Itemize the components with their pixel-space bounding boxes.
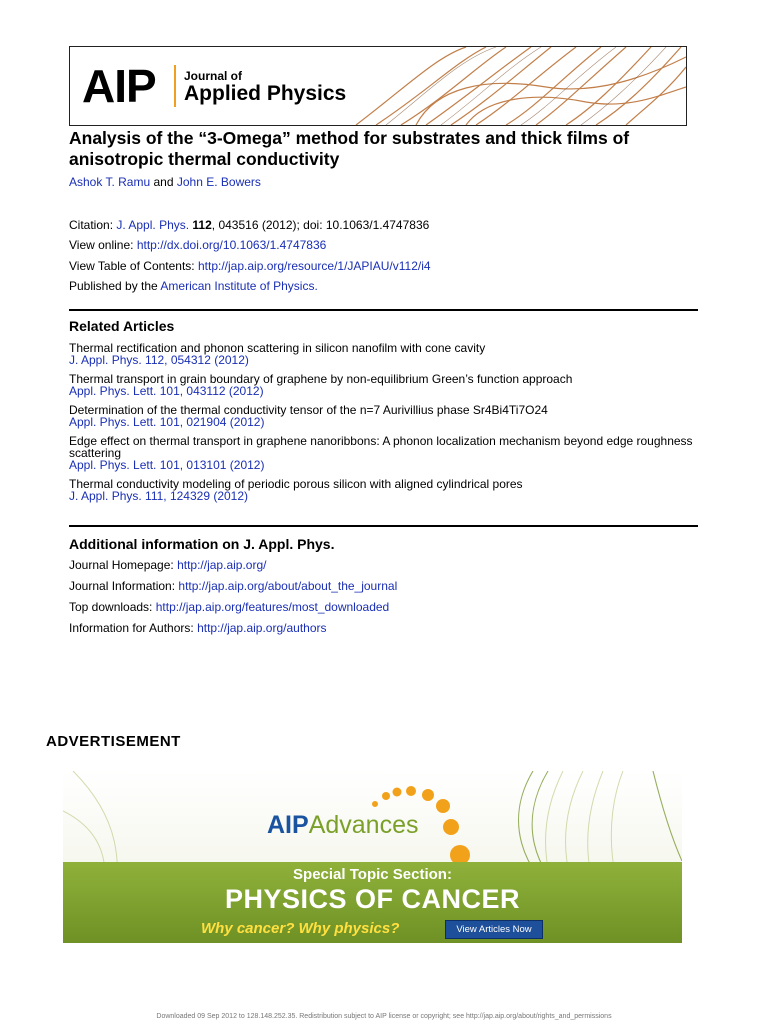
- related-item-cite-link[interactable]: J. Appl. Phys. 112, 054312 (2012): [69, 353, 249, 367]
- ad-headline: PHYSICS OF CANCER: [224, 884, 521, 914]
- ad-logo-aip: AIP: [267, 811, 309, 839]
- related-item-title: Determination of the thermal conductivity tensor of the n=7 Aurivillius phase Sr4Bi4Ti7O24: [69, 403, 548, 417]
- related-heading: Related Articles: [69, 318, 175, 334]
- authors-info-label: Information for Authors:: [69, 621, 194, 635]
- advertisement-banner[interactable]: [63, 771, 682, 943]
- journal-info-line: [69, 579, 397, 593]
- view-online-line: [69, 238, 326, 252]
- journal-info-link[interactable]: http://jap.aip.org/about/about_the_journal: [178, 579, 398, 593]
- author-and: and: [153, 175, 174, 189]
- related-item-cite-link[interactable]: Appl. Phys. Lett. 101, 043112 (2012): [69, 384, 264, 398]
- homepage-line: [69, 558, 266, 572]
- divider-additional: [69, 525, 698, 527]
- related-item-title: Thermal conductivity modeling of periodic porous silicon with aligned cylindrical pores: [69, 477, 523, 491]
- related-item-cite-link[interactable]: Appl. Phys. Lett. 101, 021904 (2012): [69, 415, 265, 429]
- authors-info-link[interactable]: http://jap.aip.org/authors: [197, 621, 327, 635]
- related-item-title: Thermal rectification and phonon scattering in silicon nanofilm with cone cavity: [69, 341, 486, 355]
- ad-logo-advances: Advances: [308, 811, 419, 839]
- view-articles-button[interactable]: View Articles Now: [445, 920, 543, 939]
- downloads-line: [69, 600, 389, 614]
- toc-line: [69, 259, 431, 273]
- related-item: [69, 478, 694, 502]
- toc-link[interactable]: http://jap.aip.org/resource/1/JAPIAU/v112/i4: [197, 259, 431, 273]
- journal-of-label: Journal of: [184, 69, 243, 83]
- related-item: [69, 342, 694, 366]
- citation-label: Citation:: [69, 218, 114, 232]
- related-item: [69, 435, 694, 471]
- logo-divider: [174, 65, 176, 107]
- homepage-label: Journal Homepage:: [69, 558, 174, 572]
- toc-label: View Table of Contents:: [69, 259, 195, 273]
- banner-swirl-art: [346, 47, 686, 125]
- citation-journal-link[interactable]: J. Appl. Phys.: [116, 218, 190, 232]
- journal-info-label: Journal Information:: [69, 579, 176, 593]
- related-item-cite-link[interactable]: J. Appl. Phys. 111, 124329 (2012): [69, 489, 249, 503]
- citation-rest: , 043516 (2012); doi: 10.1063/1.4747836: [211, 218, 430, 232]
- related-item-title: Edge effect on thermal transport in graphene nanoribbons: A phonon localization mechanism beyond edge roughness scattering: [69, 434, 693, 460]
- citation-volume: 112: [192, 218, 212, 232]
- authors-info-line: [69, 621, 327, 635]
- download-footer: Downloaded 09 Sep 2012 to 128.148.252.35. Redistribution subject to AIP license or copyright; see http://jap.aip.org/about/rights_and_permissions: [156, 1013, 612, 1020]
- article-title: Analysis of the “3-Omega” method for substrates and thick films of anisotropic thermal conductivity: [69, 128, 630, 169]
- downloads-link[interactable]: http://jap.aip.org/features/most_downloaded: [155, 600, 390, 614]
- aip-logo: AIP: [82, 60, 156, 112]
- related-item-title: Thermal transport in grain boundary of graphene by non-equilibrium Green’s function approach: [69, 372, 573, 386]
- homepage-link[interactable]: http://jap.aip.org/: [177, 558, 267, 572]
- related-articles-list: [69, 342, 694, 509]
- aip-advances-logo: [267, 811, 418, 840]
- ad-special-topic: Special Topic Section:: [293, 866, 452, 883]
- advertisement-label: ADVERTISEMENT: [46, 733, 181, 750]
- downloads-label: Top downloads:: [69, 600, 153, 614]
- view-online-link[interactable]: http://dx.doi.org/10.1063/1.4747836: [136, 238, 327, 252]
- published-line: [69, 279, 318, 293]
- related-item-cite-link[interactable]: Appl. Phys. Lett. 101, 013101 (2012): [69, 458, 265, 472]
- ad-tagline: Why cancer? Why physics?: [201, 920, 400, 937]
- citation-line: [69, 218, 429, 232]
- related-item: [69, 404, 694, 428]
- authors-line: [69, 175, 261, 189]
- view-online-label: View online:: [69, 238, 134, 252]
- divider-related: [69, 309, 698, 311]
- author-link-bowers[interactable]: John E. Bowers: [176, 175, 261, 189]
- published-label: Published by the: [69, 279, 158, 293]
- related-item: [69, 373, 694, 397]
- publisher-link[interactable]: American Institute of Physics.: [160, 279, 318, 293]
- author-link-ramu[interactable]: Ashok T. Ramu: [69, 175, 151, 189]
- additional-heading: Additional information on J. Appl. Phys.: [69, 536, 335, 552]
- journal-name: Applied Physics: [184, 82, 347, 105]
- journal-banner: [69, 46, 687, 126]
